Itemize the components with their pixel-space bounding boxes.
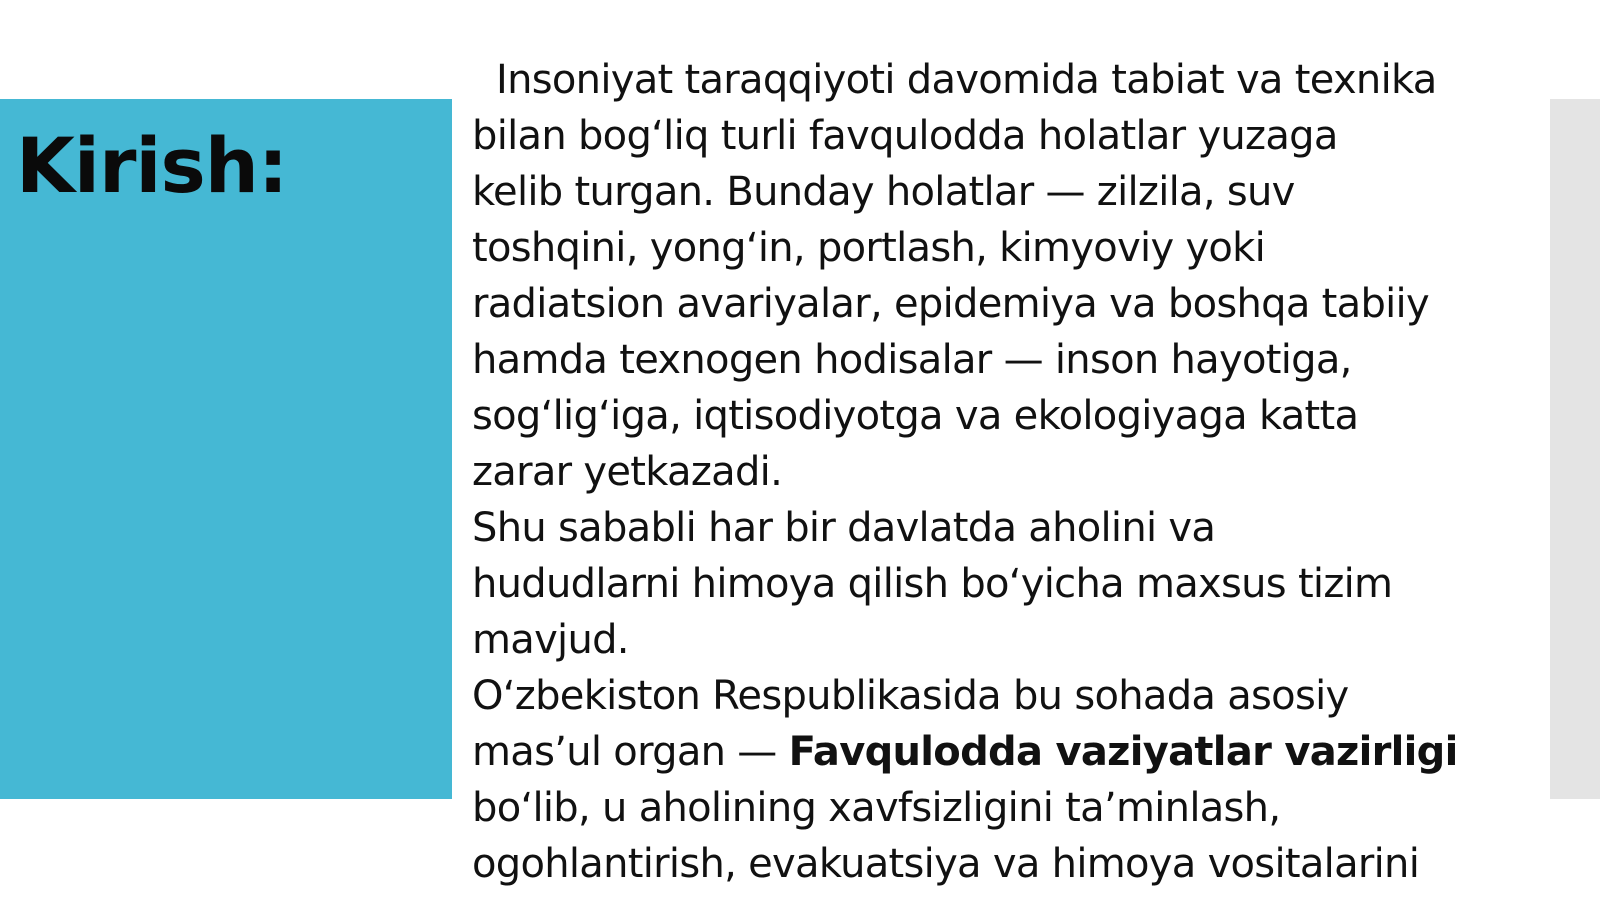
text-line: bo‘lib, u aholining xavfsizligini ta’minlash,: [472, 785, 1281, 831]
text-line: ogohlantirish, evakuatsiya va himoya vositalarini: [472, 841, 1420, 887]
text-line: hamda texnogen hodisalar — inson hayotiga,: [472, 337, 1352, 383]
text-line: mavjud.: [472, 617, 629, 663]
text-line: toshqini, yong‘in, portlash, kimyoviy yoki: [472, 225, 1266, 271]
text-line: Shu sababli har bir davlatda aholini va: [472, 505, 1216, 551]
text-line: sog‘lig‘iga, iqtisodiyotga va ekologiyaga katta: [472, 393, 1359, 439]
text-line: hududlarni himoya qilish bo‘yicha maxsus tizim: [472, 561, 1393, 607]
body-text: [472, 52, 1554, 899]
text-line: O‘zbekiston Respublikasida bu sohada asosiy: [472, 673, 1349, 719]
text-segment: mas’ul organ —: [472, 729, 789, 775]
side-bar: [1550, 99, 1600, 799]
text-line: bilan bog‘liq turli favqulodda holatlar yuzaga: [472, 113, 1338, 159]
text-line-with-bold: [472, 724, 1554, 780]
text-line: zarar yetkazadi.: [472, 449, 783, 495]
text-line: Insoniyat taraqqiyoti davomida tabiat va texnika: [496, 57, 1437, 103]
text-line: radiatsion avariyalar, epidemiya va boshqa tabiiy: [472, 281, 1429, 327]
slide-title: Kirish:: [16, 121, 288, 210]
text-line: kelib turgan. Bunday holatlar — zilzila, suv: [472, 169, 1295, 215]
ministry-name: Favqulodda vaziyatlar vazirligi: [788, 729, 1458, 775]
